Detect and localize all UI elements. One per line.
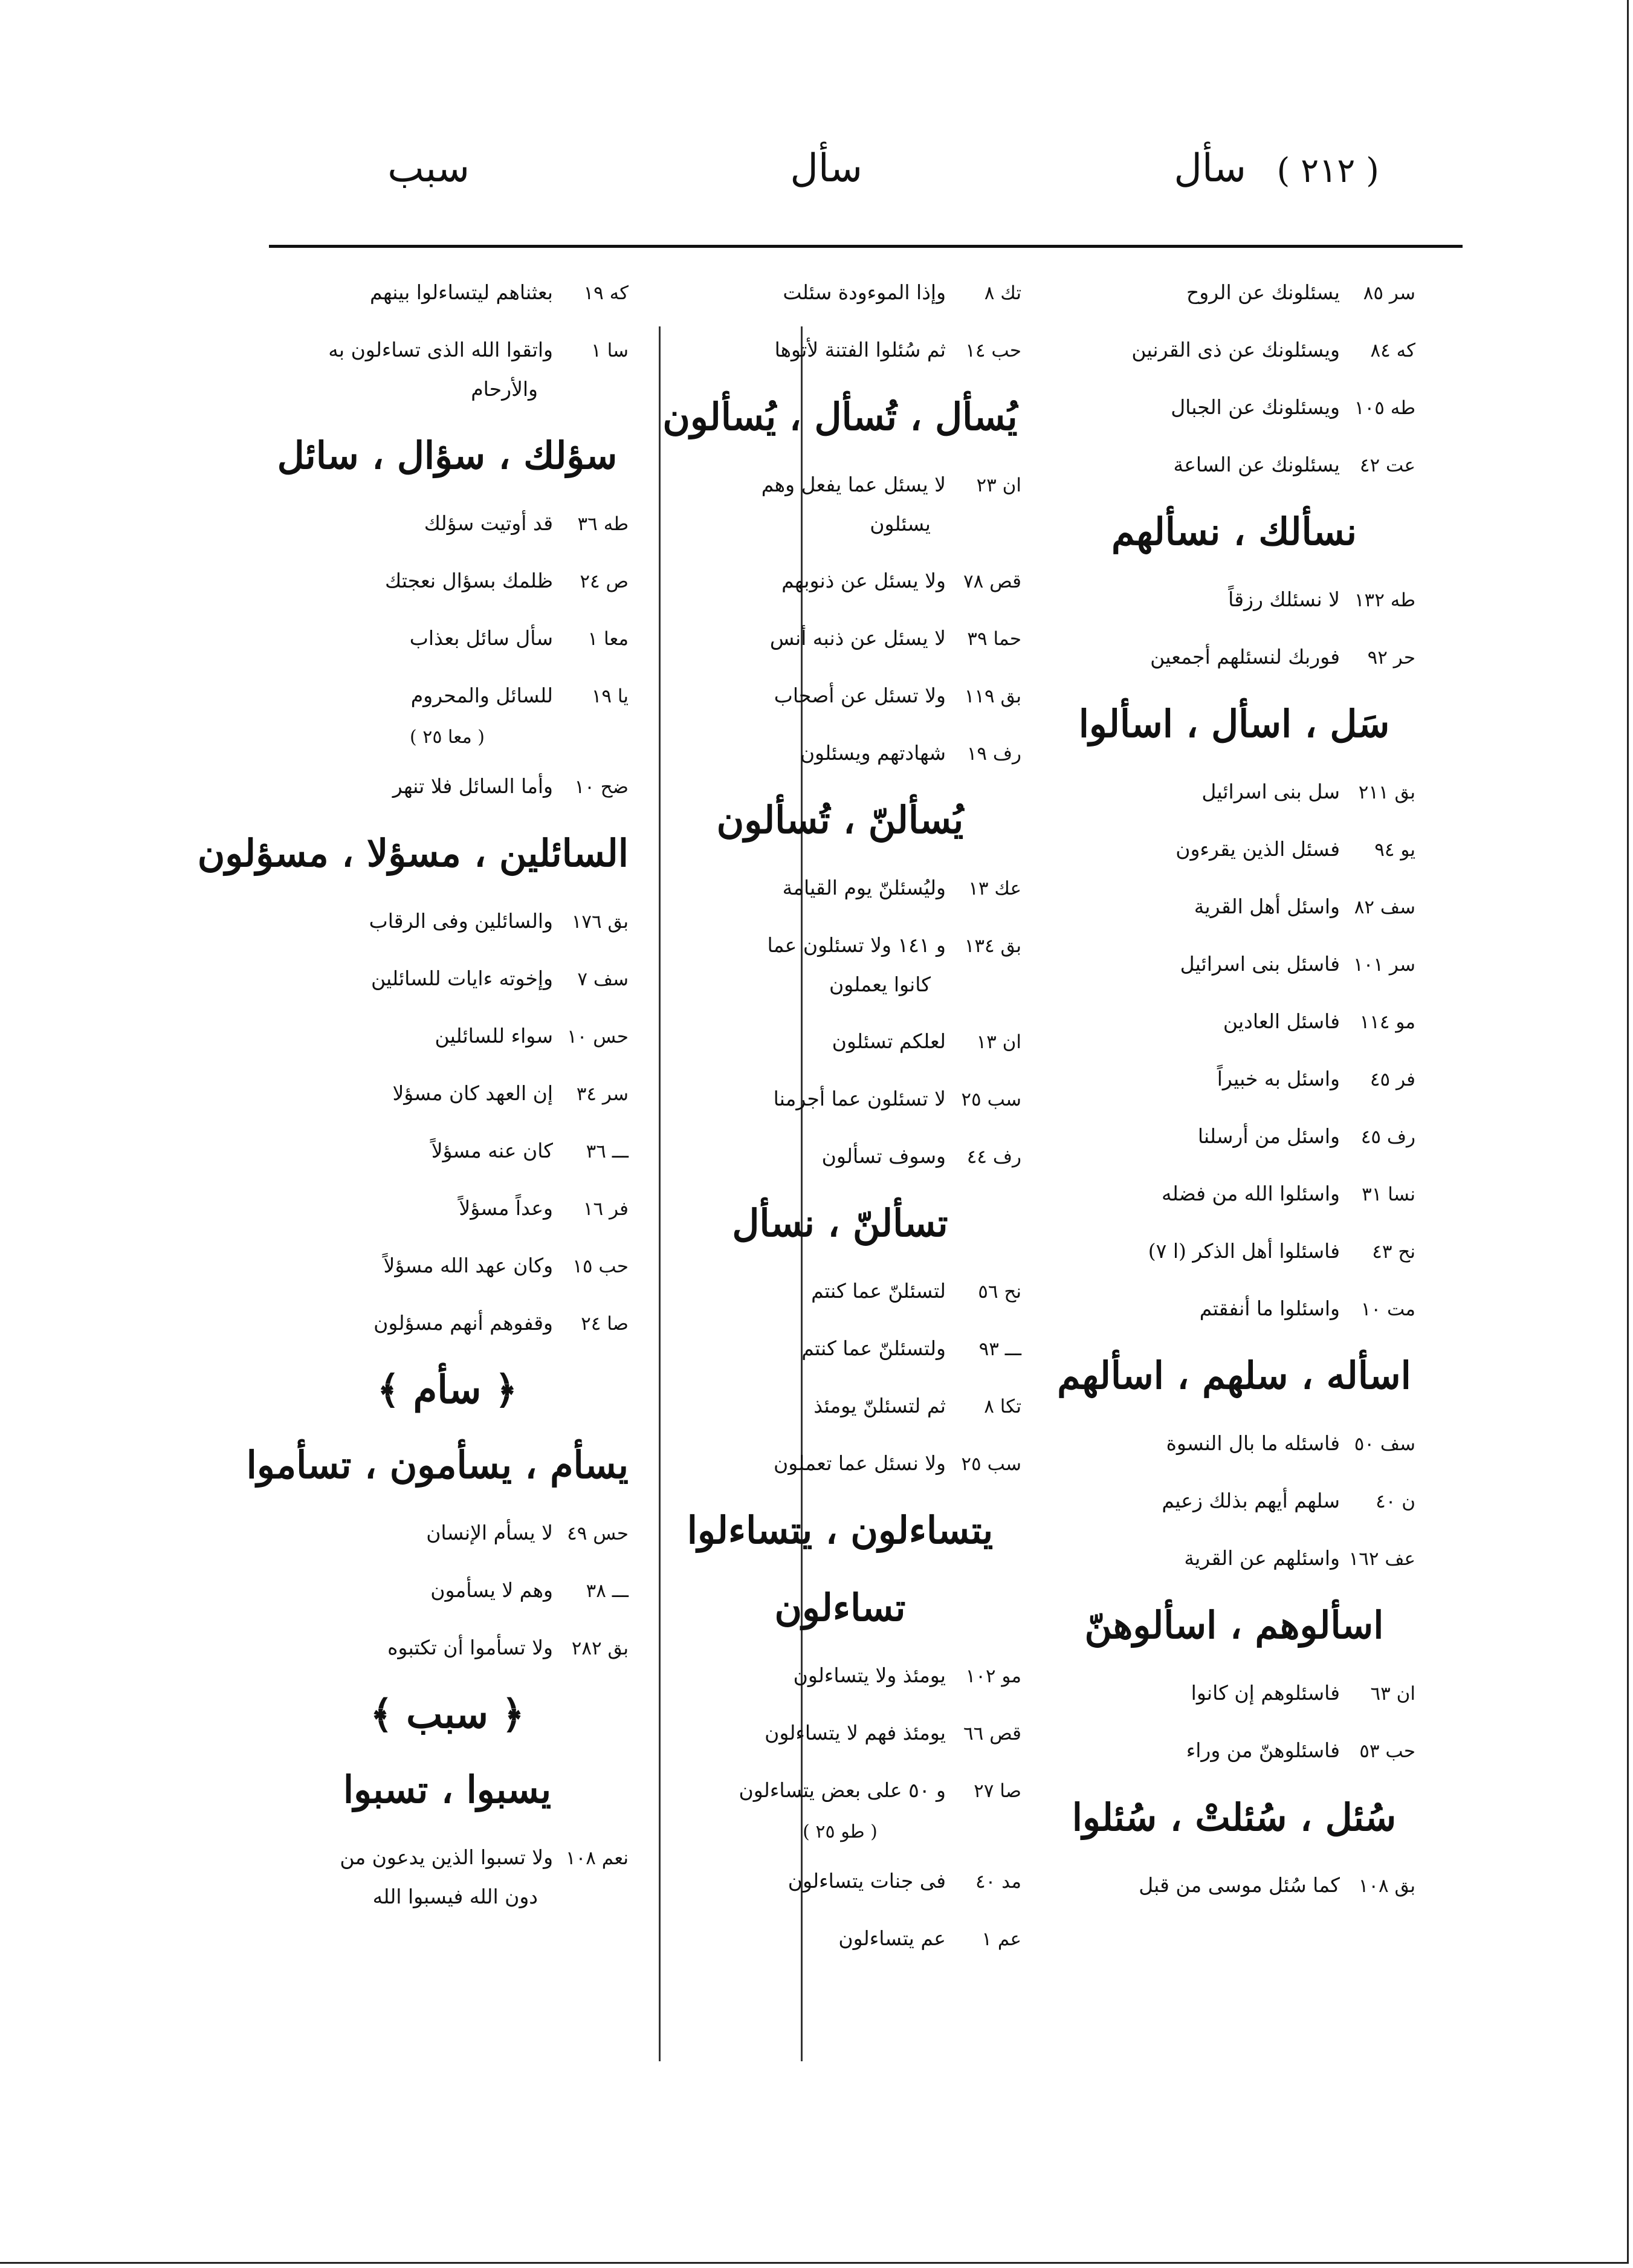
verse-reference: طه ١٠٥	[1354, 397, 1415, 419]
verse-reference: سف ٥٠	[1354, 1433, 1415, 1455]
verse-entry	[659, 1719, 1021, 1748]
verse-reference: مت ١٠	[1360, 1298, 1415, 1320]
verse-entry	[659, 931, 1021, 961]
verse-reference: ـــ ٣٦	[586, 1141, 629, 1162]
verse-reference: عم ١	[981, 1928, 1021, 1950]
verse-reference: ص ٢٤	[580, 571, 629, 592]
headword: السائلين ، مسؤلا ، مسؤلون	[197, 831, 629, 875]
verse-text: ولا تسئل عن أصحاب	[774, 684, 946, 707]
verse-text: لا تسئلون عما أجرمنا	[773, 1087, 946, 1110]
verse-reference: طه ١٣٢	[1354, 589, 1415, 611]
verse-entry	[659, 873, 1021, 903]
verse-entry	[1053, 1871, 1415, 1900]
verse-text: واسئلوا الله من فضله	[1162, 1182, 1340, 1205]
verse-entry	[659, 335, 1021, 365]
verse-reference: ان ٢٣	[976, 475, 1021, 496]
verse-reference: صا ٢٤	[581, 1313, 629, 1335]
headword: تسألنّ ، نسأل	[732, 1201, 948, 1245]
verse-reference: حب ١٤	[965, 340, 1021, 361]
verse-entry	[659, 1449, 1021, 1479]
verse-text: إن العهد كان مسؤلا	[392, 1081, 553, 1105]
verse-reference: طه ٣٦	[577, 513, 629, 535]
verse-reference: بق ١١٩	[964, 685, 1021, 707]
verse-text: لا يسئل عن ذنبه أنس	[769, 626, 946, 650]
verse-entry	[1053, 1486, 1415, 1516]
verse-entry	[1053, 835, 1415, 864]
verse-reference: رف ١٩	[966, 743, 1021, 765]
verse-text: عم يتساءلون	[838, 1926, 946, 1950]
verse-entry	[1053, 393, 1415, 423]
verse-text: شهادتهم ويسئلون	[800, 741, 946, 765]
verse-continuation: كانوا يعملون	[829, 973, 931, 996]
verse-text: لا نسئلك رزقاً	[1228, 588, 1340, 611]
headword: نسألك ، نسألهم	[1111, 510, 1357, 554]
verse-reference: حما ٣٩	[967, 628, 1021, 650]
verse-text: و ١٤١ ولا تسئلون عما	[767, 933, 946, 957]
verse-text: ظلمك بسؤال نعجتك	[384, 569, 553, 592]
verse-reference: بق ٢١١	[1358, 782, 1415, 803]
verse-reference: سف ٧	[577, 968, 629, 990]
headword: يسبوا ، تسبوا	[343, 1767, 552, 1812]
verse-text: ثم لتسئلنّ يومئذ	[813, 1394, 946, 1418]
verse-text: فاسئلوهنّ من وراء	[1186, 1738, 1340, 1762]
verse-entry	[266, 772, 629, 802]
verse-text: سلهم أيهم بذلك زعيم	[1162, 1489, 1340, 1512]
verse-entry	[1053, 1429, 1415, 1459]
verse-text: سواء للسائلين	[435, 1024, 553, 1048]
headword: يتساءلون ، يتساءلوا	[687, 1508, 994, 1552]
verse-text: واتقوا الله الذى تساءلون به	[328, 338, 553, 361]
header-word-left: سبب	[387, 146, 470, 191]
verse-entry	[659, 1334, 1021, 1364]
verse-entry	[266, 1136, 629, 1166]
verse-reference: صا ٢٧	[974, 1780, 1021, 1802]
verse-reference: عك ١٣	[968, 878, 1021, 899]
root-heading: ﴿ سأم ﴾	[377, 1367, 518, 1413]
verse-text: فاسئله ما بال النسوة	[1166, 1431, 1340, 1455]
center-column	[659, 278, 1021, 1981]
verse-reference: نح ٤٣	[1372, 1241, 1415, 1263]
header-word-center: سأل	[790, 146, 862, 191]
verse-reference: يا ١٩	[591, 685, 629, 707]
headword: سَل ، اسأل ، اسألوا	[1078, 702, 1390, 746]
verse-text: للسائل والمحروم	[410, 684, 553, 707]
verse-text: فاسئلوا أهل الذكر (ا ٧)	[1148, 1239, 1340, 1263]
verse-text: لا يسأم الإنسان	[426, 1521, 553, 1544]
verse-reference: فر ٤٥	[1369, 1069, 1415, 1090]
verse-text: وكان عهد الله مسؤلاً	[383, 1254, 553, 1277]
header-word-right: سأل	[1174, 146, 1246, 191]
verse-entry	[659, 1924, 1021, 1954]
verse-entry	[659, 1867, 1021, 1896]
verse-text: ثم سُئلوا الفتنة لأتوها	[774, 338, 946, 361]
verse-text: لعلكم تسئلون	[832, 1029, 946, 1053]
verse-reference: سا ١	[591, 340, 629, 361]
verse-entry	[1053, 1679, 1415, 1708]
verse-text: ولا نسئل عما تعملون	[773, 1451, 946, 1475]
verse-entry	[266, 964, 629, 994]
headword: سُئل ، سُئلتْ ، سُئلوا	[1072, 1795, 1397, 1839]
verse-reference: سف ٨٢	[1354, 896, 1415, 918]
verse-entry	[1053, 1122, 1415, 1152]
verse-continuation: دون الله فيسبوا الله	[372, 1885, 538, 1908]
verse-entry	[1053, 278, 1415, 308]
right-column	[1053, 278, 1415, 1928]
verse-text: يسئلونك عن الساعة	[1173, 453, 1340, 476]
verse-reference: سب ٢٥	[961, 1089, 1021, 1110]
verse-text: واسئلهم عن القرية	[1184, 1546, 1340, 1570]
verse-entry	[266, 1079, 629, 1109]
headword: يُسأل ، تُسأل ، يُسألون	[662, 395, 1018, 439]
verse-entry	[659, 1776, 1021, 1806]
page-header	[0, 146, 1633, 218]
verse-reference: نح ٥٦	[978, 1281, 1021, 1303]
verse-reference: قص ٦٦	[963, 1723, 1021, 1745]
verse-text: بعثناهم ليتساءلوا بينهم	[370, 280, 553, 304]
verse-reference: حس ٤٩	[567, 1523, 629, 1544]
verse-reference: يو ٩٤	[1374, 839, 1415, 861]
verse-entry	[659, 1142, 1021, 1171]
verse-entry	[1053, 585, 1415, 615]
verse-text: وقفوهم أنهم مسؤلون	[373, 1311, 553, 1335]
verse-reference: تك ٨	[984, 282, 1021, 304]
verse-reference: ضح ١٠	[574, 776, 629, 798]
verse-entry	[659, 566, 1021, 596]
headword: اسأله ، سلهم ، اسألهم	[1057, 1353, 1411, 1398]
verse-entry	[266, 681, 629, 711]
verse-reference: عف ١٦٢	[1348, 1548, 1415, 1570]
verse-reference: مد ٤٠	[975, 1871, 1021, 1893]
verse-text: فاسئلوهم إن كانوا	[1191, 1681, 1340, 1705]
verse-entry	[659, 1027, 1021, 1057]
verse-entry	[266, 1633, 629, 1663]
verse-text: كما سُئل موسى من قبل	[1139, 1873, 1340, 1897]
verse-entry	[659, 1392, 1021, 1421]
verse-entry	[266, 278, 629, 308]
verse-reference: سب ٢٥	[961, 1453, 1021, 1475]
verse-reference: ن ٤٠	[1376, 1491, 1415, 1512]
verse-text: فى جنات يتساءلون	[787, 1869, 946, 1893]
verse-reference: بق ١٠٨	[1358, 1875, 1415, 1897]
verse-text: وإخوته ءايات للسائلين	[370, 967, 553, 990]
verse-reference: رف ٤٥	[1360, 1126, 1415, 1148]
verse-reference: بق ١٣٤	[964, 935, 1021, 957]
verse-reference: حب ١٥	[572, 1256, 629, 1277]
root-heading: ﴿ سبب ﴾	[370, 1692, 525, 1737]
verse-text: ولا تسأموا أن تكتبوه	[387, 1636, 553, 1659]
verse-entry	[1053, 1007, 1415, 1037]
verse-reference: سر ١٠١	[1353, 954, 1415, 976]
verse-text: يومئذ ولا يتساءلون	[793, 1664, 946, 1687]
verse-reference: نسا ٣١	[1362, 1184, 1415, 1205]
verse-entry	[1053, 1237, 1415, 1266]
verse-text: فوربك لنسئلهم أجمعين	[1150, 645, 1340, 669]
verse-entry	[1053, 643, 1415, 672]
verse-text: وأما السائل فلا تنهر	[392, 774, 553, 798]
verse-text: سأل سائل بعذاب	[409, 626, 553, 650]
verse-entry	[659, 739, 1021, 768]
cross-reference-note: ( طو ٢٥ )	[803, 1821, 878, 1842]
verse-reference: ـــ ٣٨	[586, 1580, 629, 1602]
verse-text: وسوف تسألون	[821, 1144, 946, 1168]
verse-entry	[1053, 777, 1415, 807]
verse-reference: مو ١١٤	[1359, 1011, 1415, 1033]
verse-text: سل بنى اسرائيل	[1201, 780, 1340, 803]
verse-entry	[266, 1251, 629, 1281]
verse-continuation: والأرحام	[471, 377, 538, 401]
verse-reference: ان ٦٣	[1370, 1683, 1415, 1705]
verse-text: واسئل أهل القرية	[1194, 895, 1340, 918]
verse-reference: حس ١٠	[567, 1026, 629, 1048]
verse-entry	[1053, 1544, 1415, 1573]
verse-text: لا يسئل عما يفعل وهم	[761, 473, 946, 496]
verse-text: وإذا الموءودة سئلت	[783, 280, 946, 304]
header-rule	[269, 245, 1463, 248]
verse-reference: نعم ١٠٨	[565, 1847, 629, 1869]
verse-reference: حب ٥٣	[1359, 1740, 1415, 1762]
verse-text: واسئل به خبيراً	[1217, 1067, 1340, 1090]
verse-entry	[659, 1084, 1021, 1114]
headword: يُسألنّ ، تُسألون	[716, 798, 964, 842]
verse-text: فاسئل العادين	[1223, 1009, 1340, 1033]
verse-entry	[266, 335, 629, 365]
verse-entry	[659, 470, 1021, 500]
verse-entry	[266, 1518, 629, 1548]
verse-entry	[266, 624, 629, 653]
verse-reference: حر ٩٢	[1367, 647, 1415, 669]
verse-text: ويسئلونك عن ذى القرنين	[1131, 338, 1340, 361]
verse-entry	[1053, 892, 1415, 922]
page-number: ( ٢١٢ )	[1276, 151, 1379, 190]
verse-text: كان عنه مسؤلاً	[431, 1139, 553, 1162]
verse-reference: بق ٢٨٢	[571, 1638, 629, 1659]
verse-text: فاسئل بنى اسرائيل	[1180, 952, 1340, 976]
verse-reference: معا ١	[587, 628, 629, 650]
verse-entry	[266, 907, 629, 936]
verse-entry	[1053, 1294, 1415, 1324]
verse-entry	[266, 1576, 629, 1605]
verse-entry	[266, 1022, 629, 1051]
verse-text: وليُسئلنّ يوم القيامة	[782, 876, 946, 899]
verse-entry	[266, 509, 629, 539]
verse-entry	[659, 1661, 1021, 1691]
verse-reference: عت ٤٢	[1359, 455, 1415, 476]
verse-reference: رف ٤٤	[966, 1146, 1021, 1168]
verse-reference: ان ١٣	[976, 1031, 1021, 1053]
verse-reference: سر ٣٤	[576, 1083, 629, 1105]
verse-reference: سر ٨٥	[1363, 282, 1415, 304]
verse-entry	[1053, 1736, 1415, 1766]
verse-text: و ٥٠ على بعض يتساءلون	[739, 1778, 946, 1802]
verse-entry	[1053, 1064, 1415, 1094]
verse-reference: كه ٨٤	[1370, 340, 1415, 361]
verse-text: قد أوتيت سؤلك	[424, 511, 553, 535]
verse-entry	[659, 681, 1021, 711]
verse-reference: قص ٧٨	[963, 571, 1021, 592]
verse-continuation: يسئلون	[870, 512, 931, 536]
verse-entry	[266, 1843, 629, 1873]
verse-entry	[1053, 450, 1415, 480]
verse-text: يسئلونك عن الروح	[1186, 280, 1340, 304]
verse-entry	[266, 566, 629, 596]
verse-text: والسائلين وفى الرقاب	[369, 909, 553, 933]
verse-entry	[659, 624, 1021, 653]
verse-entry	[266, 1194, 629, 1223]
headword: اسألوهم ، اسألوهنّ	[1084, 1603, 1384, 1647]
verse-text: واسئلوا ما أنفقتم	[1199, 1297, 1340, 1320]
verse-text: لتسئلنّ عما كنتم	[811, 1279, 946, 1303]
verse-entry	[1053, 1179, 1415, 1209]
headword: سؤلك ، سؤال ، سائل	[277, 433, 618, 478]
verse-text: واسئل من أرسلنا	[1197, 1124, 1340, 1148]
verse-reference: تكا ٨	[984, 1396, 1021, 1418]
verse-entry	[266, 1309, 629, 1338]
verse-text: ولا يسئل عن ذنوبهم	[781, 569, 946, 592]
verse-entry	[659, 1277, 1021, 1306]
verse-entry	[1053, 335, 1415, 365]
verse-text: ولتسئلنّ عما كنتم	[801, 1336, 946, 1360]
verse-text: فسئل الذين يقرءون	[1175, 837, 1340, 861]
headword: تساءلون	[774, 1586, 906, 1630]
verse-text: يومئذ فهم لا يتساءلون	[765, 1721, 946, 1745]
verse-entry	[659, 278, 1021, 308]
verse-text: ويسئلونك عن الجبال	[1171, 395, 1340, 419]
verse-reference: كه ١٩	[583, 282, 629, 304]
headword: يسأم ، يسأمون ، تسأموا	[246, 1443, 629, 1487]
verse-reference: ـــ ٩٣	[978, 1338, 1021, 1360]
verse-text: وعداً مسؤلاً	[459, 1196, 553, 1220]
verse-text: ولا تسبوا الذين يدعون من	[340, 1845, 553, 1869]
verse-reference: بق ١٧٦	[571, 911, 629, 933]
cross-reference-note: ( معا ٢٥ )	[410, 727, 485, 748]
left-column	[197, 278, 629, 1939]
verse-text: وهم لا يسأمون	[430, 1578, 553, 1602]
verse-entry	[1053, 950, 1415, 979]
verse-reference: مو ١٠٢	[965, 1665, 1021, 1687]
verse-reference: فر ١٦	[583, 1198, 629, 1220]
